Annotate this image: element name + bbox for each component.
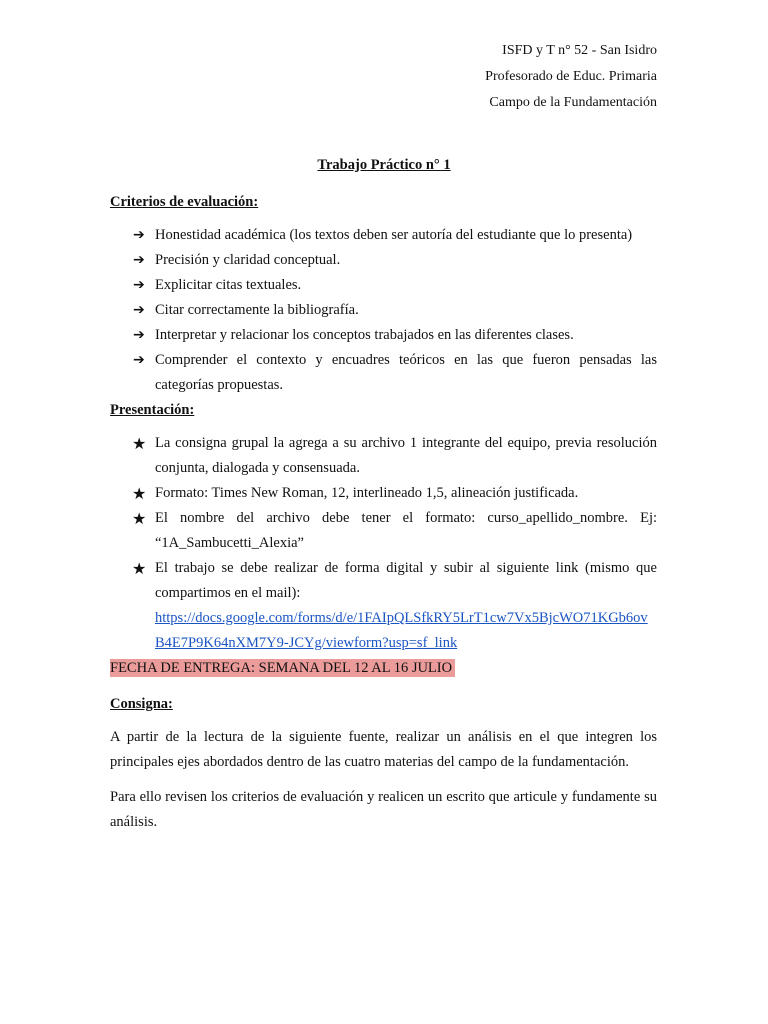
presentacion-heading: Presentación: (110, 402, 195, 418)
criterios-heading: Criterios de evaluación: (110, 194, 259, 210)
list-item (110, 298, 657, 323)
list-item (110, 506, 657, 556)
institution-header (485, 41, 657, 119)
list-item-text: El trabajo se debe realizar de forma digital y subir al siguiente link (mismo que compartimos en el mail): (155, 560, 657, 601)
header-institution: ISFD y T n° 52 - San Isidro (502, 43, 657, 58)
star-icon: ★ (132, 509, 147, 528)
list-item-text: Comprender el contexto y encuadres teóricos en las que fueron pensadas las categorías propuestas. (155, 352, 657, 393)
list-item-text: Explicitar citas textuales. (155, 277, 302, 293)
right-arrow-icon: ➔ (133, 277, 145, 293)
header-field: Campo de la Fundamentación (489, 95, 657, 110)
list-item (110, 248, 657, 273)
star-icon: ★ (132, 434, 147, 453)
right-arrow-icon: ➔ (133, 302, 145, 318)
list-item-text: Citar correctamente la bibliografía. (155, 302, 359, 318)
list-item-text: Interpretar y relacionar los conceptos trabajados en las diferentes clases. (155, 327, 574, 343)
consigna-heading: Consigna: (110, 696, 173, 712)
list-item (110, 556, 657, 656)
list-item (110, 323, 657, 348)
list-item (110, 481, 657, 506)
presentacion-list (110, 431, 657, 656)
star-icon: ★ (132, 484, 147, 503)
list-item (110, 223, 657, 248)
document-body (110, 190, 657, 845)
consigna-paragraph: A partir de la lectura de la siguiente fuente, realizar un análisis en el que integren los principales ejes abordados dentro de las cuatro materias del campo de la fundamentación. (110, 729, 657, 770)
list-item (110, 431, 657, 481)
submission-form-link[interactable]: https://docs.google.com/forms/d/e/1FAIpQLSfkRY5LrT1cw7Vx5BjcWO71KGb6ovB4E7P9K64nXM7Y9-JCYg/viewform?usp=sf_link (155, 610, 648, 651)
header-program: Profesorado de Educ. Primaria (485, 69, 657, 84)
document-title: Trabajo Práctico n° 1 (317, 157, 451, 173)
list-item-text: El nombre del archivo debe tener el formato: curso_apellido_nombre. Ej: “1A_Sambucetti_Alexia” (155, 510, 657, 551)
deadline-highlight: FECHA DE ENTREGA: SEMANA DEL 12 AL 16 JULIO (110, 659, 455, 677)
right-arrow-icon: ➔ (133, 227, 145, 243)
star-icon: ★ (132, 559, 147, 578)
right-arrow-icon: ➔ (133, 252, 145, 268)
deadline-line (110, 656, 657, 681)
list-item (110, 348, 657, 398)
list-item (110, 273, 657, 298)
criterios-list (110, 223, 657, 398)
right-arrow-icon: ➔ (133, 327, 145, 343)
list-item-text: La consigna grupal la agrega a su archivo 1 integrante del equipo, previa resolución conjunta, dialogada y consensuada. (155, 435, 657, 476)
right-arrow-icon: ➔ (133, 352, 145, 368)
consigna-paragraph: Para ello revisen los criterios de evaluación y realicen un escrito que articule y fundamente su análisis. (110, 789, 657, 830)
list-item-text: Formato: Times New Roman, 12, interlineado 1,5, alineación justificada. (155, 485, 579, 501)
list-item-text: Honestidad académica (los textos deben ser autoría del estudiante que lo presenta) (155, 227, 633, 243)
list-item-text: Precisión y claridad conceptual. (155, 252, 341, 268)
